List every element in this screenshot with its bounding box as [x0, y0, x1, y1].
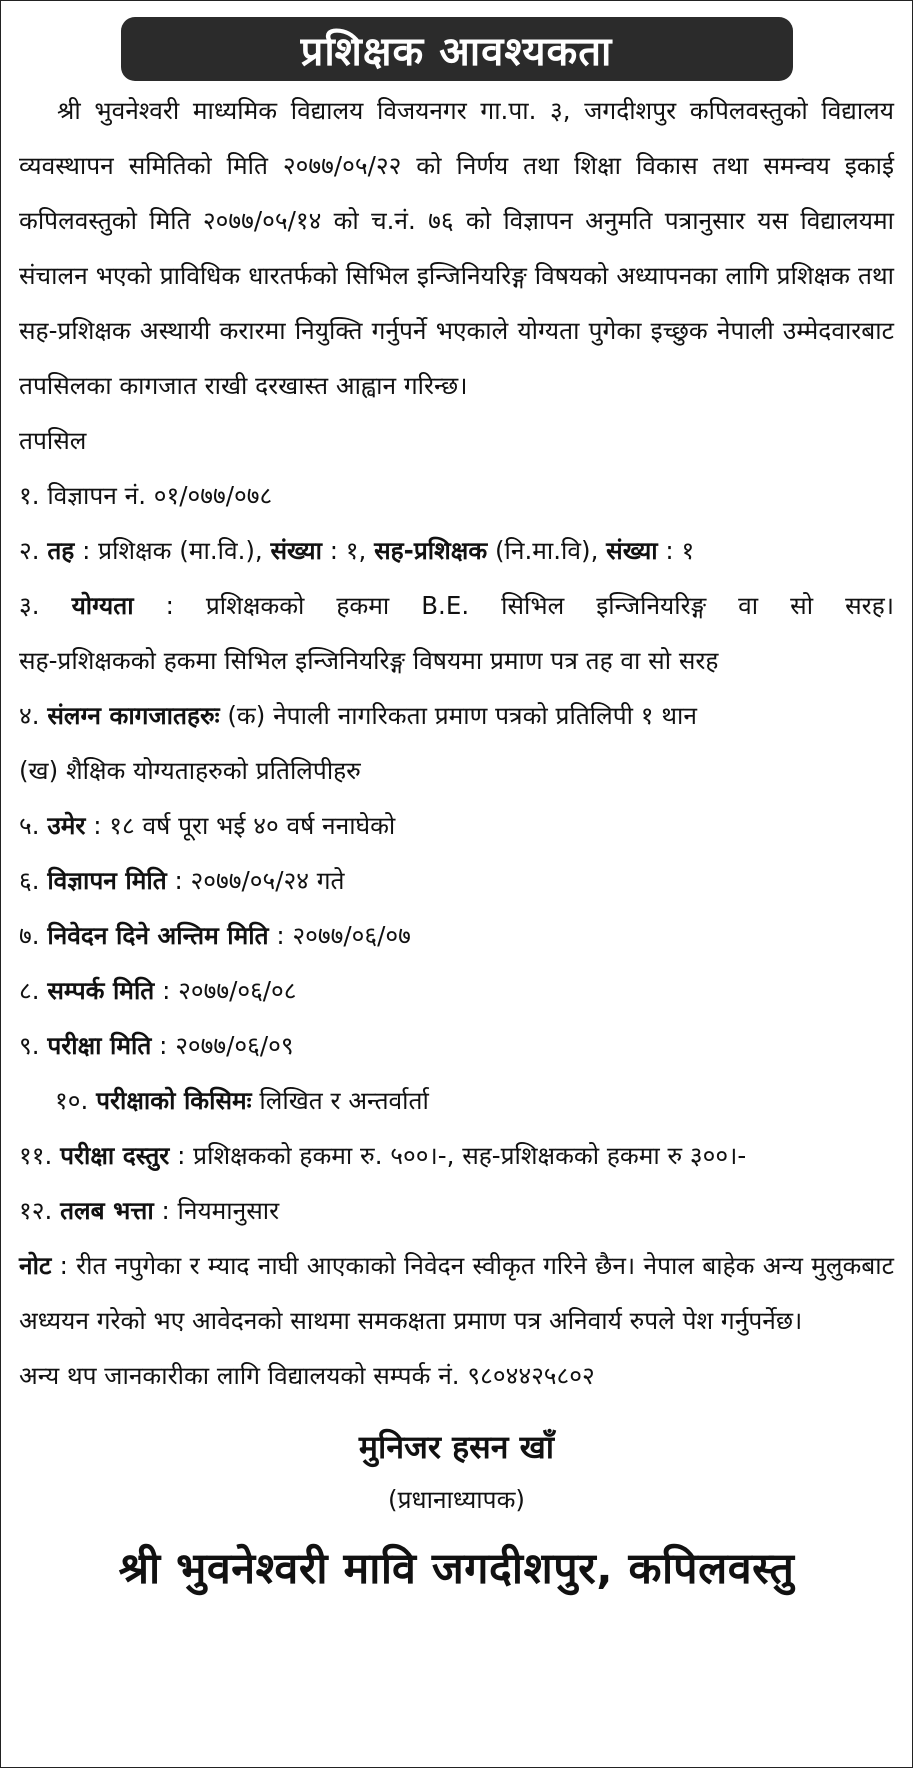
item-exam-date	[19, 1018, 894, 1073]
item-salary	[19, 1183, 894, 1238]
exam-fee-value: : प्रशिक्षकको हकमा रु. ५००।-, सह-प्रशिक्षकको हकमा रु ३००।-	[169, 1141, 747, 1170]
signer-title: (प्रधानाध्यापक)	[388, 1485, 525, 1514]
salary-label: तलब भत्ता	[60, 1196, 154, 1225]
item-number: ८.	[19, 976, 40, 1005]
contact-date-value: : २०७७/०६/०८	[154, 976, 297, 1005]
age-label: उमेर	[47, 811, 86, 840]
item-number: ४.	[19, 701, 40, 730]
item-number: ९.	[19, 1031, 40, 1060]
qualification-label: योग्यता	[71, 591, 134, 620]
item-contact-date	[19, 963, 894, 1018]
item-exam-fee	[19, 1128, 894, 1183]
assistant-label: सह-प्रशिक्षक	[374, 536, 488, 565]
item-qualification	[19, 578, 894, 633]
qualification-trainer: : प्रशिक्षकको हकमा B.E. सिभिल इन्जिनियरिङ्ग वा सो सरह।	[133, 591, 894, 620]
contact-date-label: सम्पर्क मिति	[47, 976, 155, 1005]
item-number: २.	[19, 536, 40, 565]
note-label: नोट	[19, 1251, 52, 1280]
notice-title: प्रशिक्षक आवश्यकता	[121, 17, 793, 81]
item-qualification-assistant: सह-प्रशिक्षकको हकमा सिभिल इन्जिनियरिङ्ग विषयमा प्रमाण पत्र तह वा सो सरह	[19, 646, 719, 675]
attachment-a: (क) नेपाली नागरिकता प्रमाण पत्रको प्रतिलिपी १ थान	[219, 701, 697, 730]
contact-line: अन्य थप जानकारीका लागि विद्यालयको सम्पर्क नं. ९८०४४२५८०२	[19, 1361, 595, 1390]
exam-type-value: लिखित र अन्तर्वार्ता	[251, 1086, 429, 1115]
item-attachments	[19, 688, 894, 743]
count-value: : १,	[321, 536, 367, 565]
note-paragraph	[19, 1238, 894, 1348]
attachment-b: (ख) शैक्षिक योग्यताहरुको प्रतिलिपीहरु	[19, 756, 361, 785]
item-number: ६.	[19, 866, 40, 895]
item-advert-number: १. विज्ञापन नं. ०१/०७७/०७८	[19, 481, 273, 510]
item-exam-type	[19, 1073, 894, 1128]
attachments-label: संलग्न कागजातहरुः	[47, 701, 220, 730]
item-number: ७.	[19, 921, 40, 950]
item-age	[19, 798, 894, 853]
item-number: १२.	[19, 1196, 53, 1225]
exam-date-value: : २०७७/०६/०९	[151, 1031, 294, 1060]
deadline-value: : २०७७/०६/०७	[268, 921, 411, 950]
item-deadline	[19, 908, 894, 963]
level-label: तह	[47, 536, 75, 565]
item-number: ५.	[19, 811, 40, 840]
note-text: : रीत नपुगेका र म्याद नाघी आएकाको निवेदन स्वीकृत गरिने छैन। नेपाल बाहेक अन्य मुलुकबाट अध्ययन गरेको भए आवेदनको साथमा समकक्षता प्रमाण पत्र अनिवार्य रुपले पेश गर्नुपर्नेछ।	[19, 1251, 894, 1335]
signer-name: मुनिजर हसन खाँ	[358, 1428, 555, 1466]
details-heading: तपसिल	[19, 426, 87, 455]
count-label: संख्या	[270, 536, 322, 565]
exam-type-label: परीक्षाको किसिमः	[96, 1086, 252, 1115]
assistant-value: (नि.मा.वि),	[487, 536, 599, 565]
age-value: : १८ वर्ष पूरा भई ४० वर्ष ननाघेको	[85, 811, 396, 840]
item-number: ३.	[19, 591, 40, 620]
advert-date-label: विज्ञापन मिति	[47, 866, 167, 895]
item-level	[19, 523, 894, 578]
intro-paragraph: श्री भुवनेश्वरी माध्यमिक विद्यालय विजयनगर गा.पा. ३, जगदीशपुर कपिलवस्तुको विद्यालय व्यवस्थापन समितिको मिति २०७७/०५/२२ को निर्णय तथा शिक्षा विकास तथा समन्वय इकाई कपिलवस्तुको मिति २०७७/०५/१४ को च.नं. ७६ को विज्ञापन अनुमति पत्रानुसार यस विद्यालयमा संचालन भएको प्राविधिक धारतर्फको सिभिल इन्जिनियरिङ्ग विषयको अध्यापनका लागि प्रशिक्षक तथा सह-प्रशिक्षक अस्थायी करारमा नियुक्ति गर्नुपर्ने भएकाले योग्यता पुगेका इच्छुक नेपाली उम्मेदवारबाट तपसिलका कागजात राखी दरखास्त आह्वान गरिन्छ।	[19, 96, 894, 400]
deadline-label: निवेदन दिने अन्तिम मिति	[47, 921, 269, 950]
exam-date-label: परीक्षा मिति	[47, 1031, 152, 1060]
count-label: संख्या	[606, 536, 658, 565]
item-number: ११.	[19, 1141, 53, 1170]
advert-date-value: : २०७७/०५/२४ गते	[166, 866, 345, 895]
level-value: : प्रशिक्षक (मा.वि.),	[74, 536, 263, 565]
count-value: : १	[657, 536, 695, 565]
exam-fee-label: परीक्षा दस्तुर	[60, 1141, 170, 1170]
school-name: श्री भुवनेश्वरी मावि जगदीशपुर, कपिलवस्तु	[118, 1544, 795, 1594]
notice-body	[19, 83, 894, 1403]
salary-value: : नियमानुसार	[153, 1196, 280, 1225]
item-advert-date	[19, 853, 894, 908]
item-number: १०.	[55, 1086, 89, 1115]
